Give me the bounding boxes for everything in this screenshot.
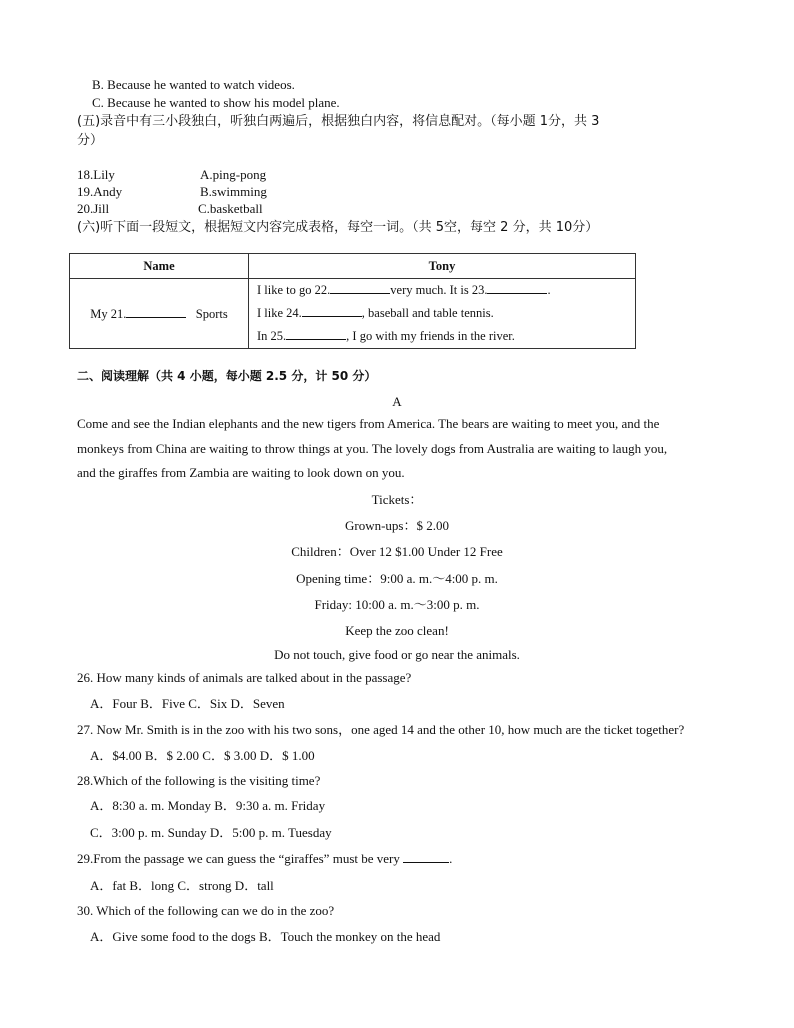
- part5-title: (五)录音中有三小段独白，听独白两遍后，根据独白内容，将信息配对。（每小题 1分，共 3: [77, 114, 600, 129]
- blank-25[interactable]: [286, 328, 346, 340]
- match-left-20: 20.Jill: [77, 201, 110, 216]
- passage-text: [77, 412, 722, 486]
- passage-line: monkeys from China are waiting to throw things at you. The lovely dogs from Australia are waiting to laugh you,: [77, 440, 668, 456]
- question-30-options: A．Give some food to the dogs B．Touch the monkey on the head: [90, 929, 441, 944]
- notice-do-not-touch: Do not touch, give food or go near the animals.: [274, 647, 520, 662]
- q17-option-b: B. Because he wanted to watch videos.: [92, 77, 295, 92]
- table-line-3: In 25. , I go with my friends in the river.: [257, 329, 515, 343]
- notice-grownups: Grown-ups：$ 2.00: [345, 518, 449, 533]
- question-27-options: A．$4.00 B．$ 2.00 C．$ 3.00 D．$ 1.00: [90, 748, 315, 763]
- part6-title: (六)听下面一段短文，根据短文内容完成表格，每空一词。（共 5空，每空 2 分，共 10分）: [77, 220, 599, 235]
- question-28-options-2: C．3:00 p. m. Sunday D．5:00 p. m. Tuesday: [90, 825, 332, 840]
- question-28: 28.Which of the following is the visiting time?: [77, 773, 321, 788]
- notice-keep-clean: Keep the zoo clean!: [345, 623, 449, 638]
- table-line-2: I like 24. , baseball and table tennis.: [257, 306, 494, 320]
- passage-label: A: [392, 394, 402, 409]
- table-line-1: I like to go 22. very much. It is 23. .: [257, 283, 551, 297]
- question-26: 26. How many kinds of animals are talked about in the passage?: [77, 670, 412, 685]
- table-row-content: [249, 279, 636, 349]
- question-29-options: A．fat B．long C．strong D．tall: [90, 878, 274, 893]
- table-row-label: My 21. Sports: [70, 279, 249, 349]
- part5-title-cont: 分）: [77, 133, 104, 148]
- passage-line: and the giraffes from Zambia are waiting to look down on you.: [77, 465, 405, 480]
- question-27: 27. Now Mr. Smith is in the zoo with his two sons，one aged 14 and the other 10, how much are the ticket together?: [77, 722, 685, 737]
- question-28-options-1: A．8:30 a. m. Monday B．9:30 a. m. Friday: [90, 798, 326, 813]
- blank-22[interactable]: [330, 282, 390, 294]
- notice-tickets: Tickets：: [371, 492, 423, 507]
- notice-children: Children：Over 12 $1.00 Under 12 Free: [291, 544, 503, 559]
- match-right-b: B.swimming: [200, 184, 267, 199]
- blank-29[interactable]: [403, 851, 449, 863]
- notice-friday: Friday: 10:00 a. m.～3:00 p. m.: [314, 597, 480, 612]
- blank-24[interactable]: [302, 305, 362, 317]
- question-29: 29.From the passage we can guess the “giraffes” must be very .: [77, 851, 453, 866]
- notice-opening-time: Opening time：9:00 a. m.～4:00 p. m.: [296, 571, 498, 586]
- blank-21[interactable]: [126, 306, 186, 318]
- q17-option-c: C. Because he wanted to show his model plane.: [92, 95, 340, 110]
- passage-line: Come and see the Indian elephants and the new tigers from America. The bears are waiting to meet you, and the: [77, 416, 660, 431]
- info-table: [69, 253, 636, 349]
- match-right-c: C.basketball: [198, 201, 263, 216]
- blank-23[interactable]: [487, 282, 547, 294]
- question-30: 30. Which of the following can we do in the zoo?: [77, 903, 335, 918]
- match-left-19: 19.Andy: [77, 184, 123, 199]
- reading-section-title: 二、阅读理解（共 4 小题，每小题 2.5 分，计 50 分）: [77, 369, 377, 383]
- match-left-18: 18.Lily: [77, 167, 115, 182]
- table-header-tony: Tony: [249, 254, 636, 279]
- table-header-name: Name: [70, 254, 249, 279]
- match-right-a: A.ping-pong: [200, 167, 267, 182]
- question-26-options: A．Four B．Five C．Six D．Seven: [90, 696, 285, 711]
